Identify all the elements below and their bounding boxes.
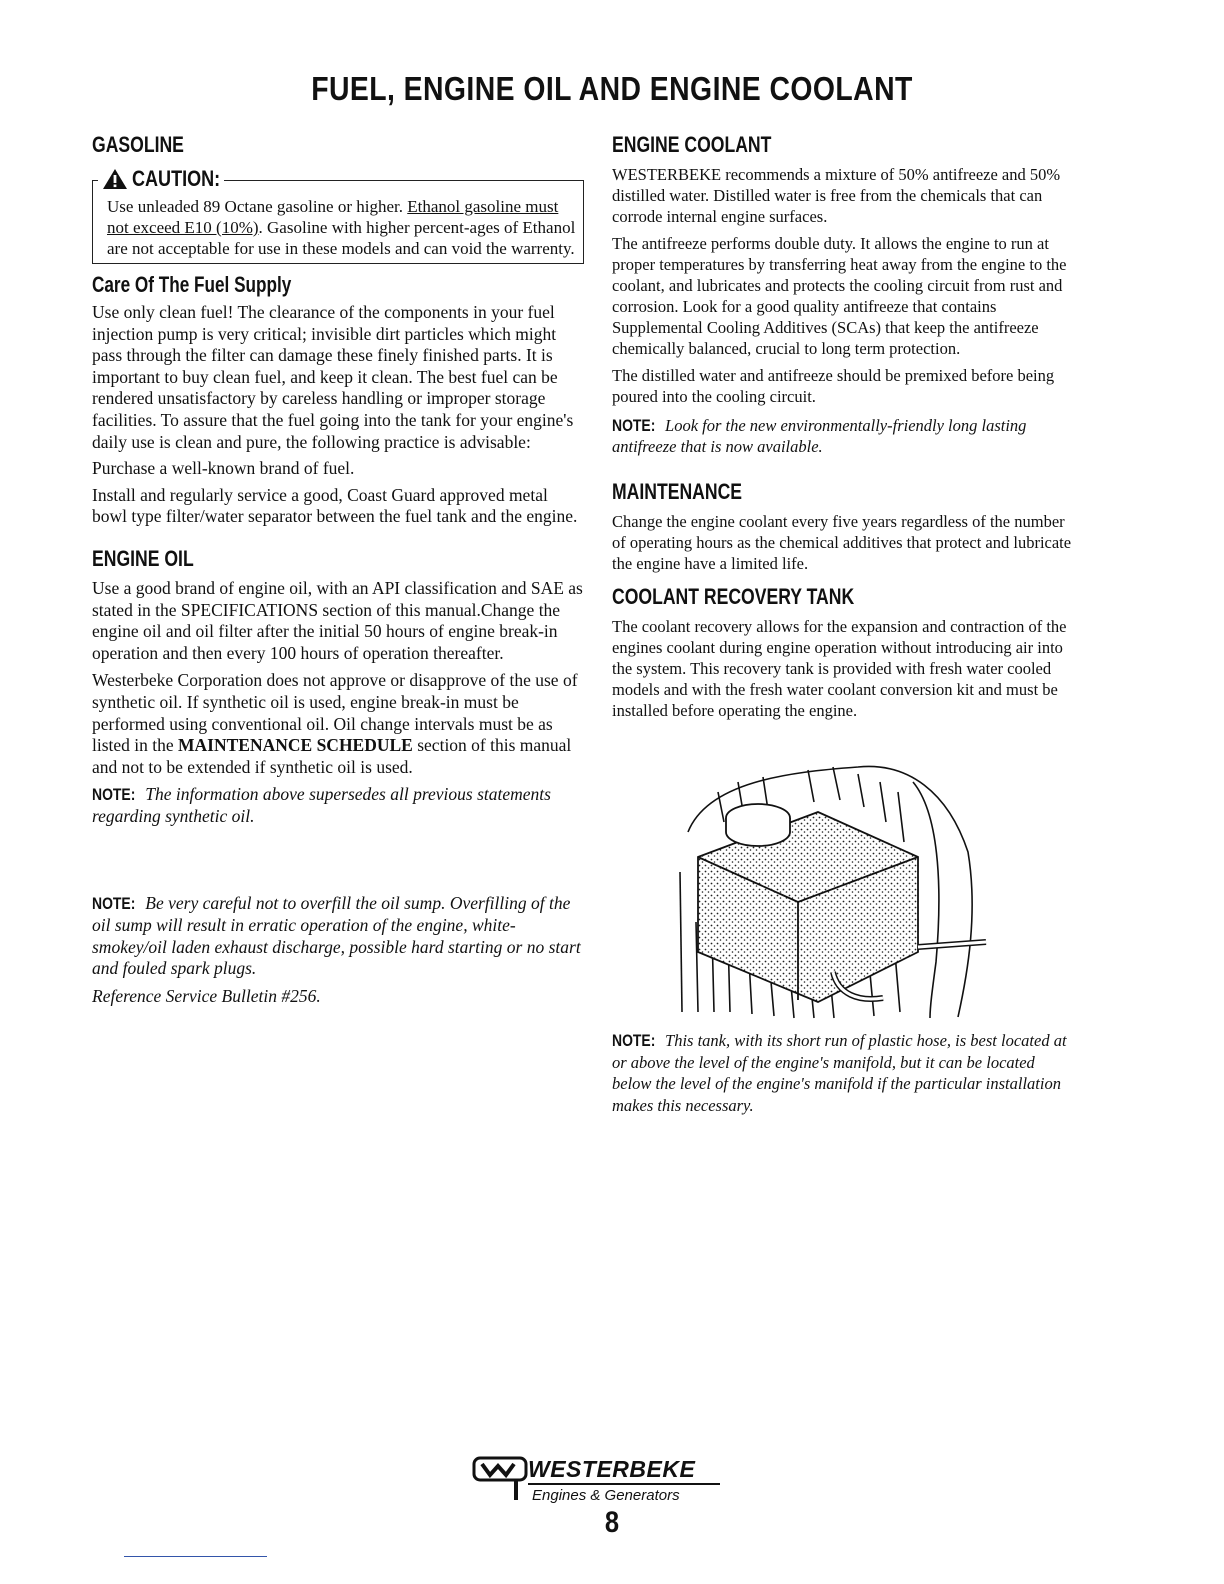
oil-paragraph-2-a: Westerbeke Corporation does not approve or disapprove of the use of synthetic oil. If synthetic oil is used, engine break-in must be performed using conventional oil. Oil change intervals must be as listed in the <box>92 670 578 756</box>
note-label: NOTE: <box>612 416 656 435</box>
page-number: 8 <box>604 1506 620 1539</box>
note-text: Be very careful not to overfill the oil sump. Overfilling of the oil sump will result in erratic operation of the engine, white-smokey/oil laden exhaust discharge, possible hard starting or no start and fouled spark plugs. <box>92 893 581 979</box>
caution-text <box>107 196 583 259</box>
engine-coolant-heading: ENGINE COOLANT <box>612 132 772 157</box>
coolant-paragraph-2: The antifreeze performs double duty. It allows the engine to run at proper temperatures by transferring heat away from the engine to the coolant, and lubricates and protects the cooling circuit from rust and corrosion. Look for a good quality antifreeze that contains Supplemental Cooling Additives (SCAs) that keep the antifreeze chemically balanced, crucial to long term protection. <box>612 234 1067 358</box>
note-synthetic-oil <box>92 784 584 827</box>
westerbeke-logo-mark-icon <box>468 1456 530 1502</box>
right-column <box>612 132 1072 721</box>
footer-rule <box>124 1556 267 1557</box>
gasoline-heading: GASOLINE <box>92 132 184 157</box>
maintenance-schedule-ref: MAINTENANCE SCHEDULE <box>178 735 413 756</box>
note-tank-location <box>612 1030 1072 1116</box>
oil-paragraph-1: Use a good brand of engine oil, with an API classification and SAE as stated in the SPECIFICATIONS section of this manual.Change the engine oil and oil filter after the initial 50 hours of engine break-in operation and then every 100 hours of operation thereafter. <box>92 577 583 663</box>
note-label: NOTE: <box>92 894 136 914</box>
note-text: Look for the new environmentally-friendly long lasting antifreeze that is now available. <box>612 416 1027 456</box>
oil-paragraph-2 <box>92 670 584 778</box>
caution-text-plain-2: . Gasoline with higher percent-ages of Ethanol are not acceptable for use in these models and can void the warrenty. <box>107 218 576 258</box>
caution-text-plain-1: Use unleaded 89 Octane gasoline or higher. <box>107 197 408 216</box>
care-paragraph-2: Purchase a well-known brand of fuel. <box>92 458 355 479</box>
caution-rule-right <box>224 180 584 181</box>
care-paragraph-3: Install and regularly service a good, Coast Guard approved metal bowl type filter/water separator between the fuel tank and the engine. <box>92 484 578 527</box>
caution-box <box>92 166 584 264</box>
note-label: NOTE: <box>92 785 136 805</box>
reference-bulletin: Reference Service Bulletin #256. <box>92 985 321 1006</box>
note-antifreeze <box>612 415 1072 457</box>
coolant-paragraph-3: The distilled water and antifreeze should be premixed before being poured into the cooling circuit. <box>612 366 1055 406</box>
coolant-recovery-tank-illustration <box>668 762 998 1020</box>
care-paragraph-1: Use only clean fuel! The clearance of the components in your fuel injection pump is very critical; invisible dirt particles which might pass through the filter can damage these finely finished parts. It is important to buy clean fuel, and keep it clean. The best fuel can be rendered unsatisfactory by careless handling or improper storage facilities. To assure that the fuel going into the tank for your engine's daily use is clean and pure, the following practice is advisable: <box>92 302 574 452</box>
caution-rule-left <box>92 180 98 181</box>
tank-paragraph: The coolant recovery allows for the expansion and contraction of the engines coolant during engine operation without introducing air into the system. This recovery tank is provided with fresh water cooled models and with the fresh water coolant conversion kit and must be installed before operating the engine. <box>612 617 1067 720</box>
engine-oil-heading: ENGINE OIL <box>92 545 194 571</box>
oil-paragraph-2-b: section of this manual and not to be extended if synthetic oil is used. <box>92 735 572 777</box>
coolant-recovery-tank-heading: COOLANT RECOVERY TANK <box>612 584 855 609</box>
left-column <box>92 132 584 1007</box>
page-title: FUEL, ENGINE OIL AND ENGINE COOLANT <box>311 70 913 107</box>
caution-label: CAUTION: <box>132 166 221 191</box>
brand-name: WESTERBEKE <box>528 1456 720 1485</box>
maintenance-heading: MAINTENANCE <box>612 479 743 504</box>
caution-text-underlined: Ethanol gasoline must not exceed E10 (10%) <box>107 197 559 237</box>
westerbeke-logo <box>468 1456 738 1508</box>
note-text: The information above supersedes all previous statements regarding synthetic oil. <box>92 784 551 826</box>
warning-triangle-icon <box>102 168 128 190</box>
maintenance-paragraph: Change the engine coolant every five years regardless of the number of operating hours as the chemical additives that protect and lubricate the engine have a limited life. <box>612 512 1072 573</box>
coolant-paragraph-1: WESTERBEKE recommends a mixture of 50% antifreeze and 50% distilled water. Distilled water is free from the chemicals that can corrode internal engine surfaces. <box>612 165 1061 226</box>
note-overfill <box>92 893 584 979</box>
brand-tagline: Engines & Generators <box>532 1487 680 1504</box>
caution-body <box>92 180 584 264</box>
caution-header <box>92 166 584 192</box>
care-heading: Care Of The Fuel Supply <box>92 272 292 297</box>
note-text: This tank, with its short run of plastic hose, is best located at or above the level of the engine's manifold, but it can be located below the level of the engine's manifold if the particular installation makes this necessary. <box>612 1031 1067 1115</box>
note-label: NOTE: <box>612 1031 656 1050</box>
